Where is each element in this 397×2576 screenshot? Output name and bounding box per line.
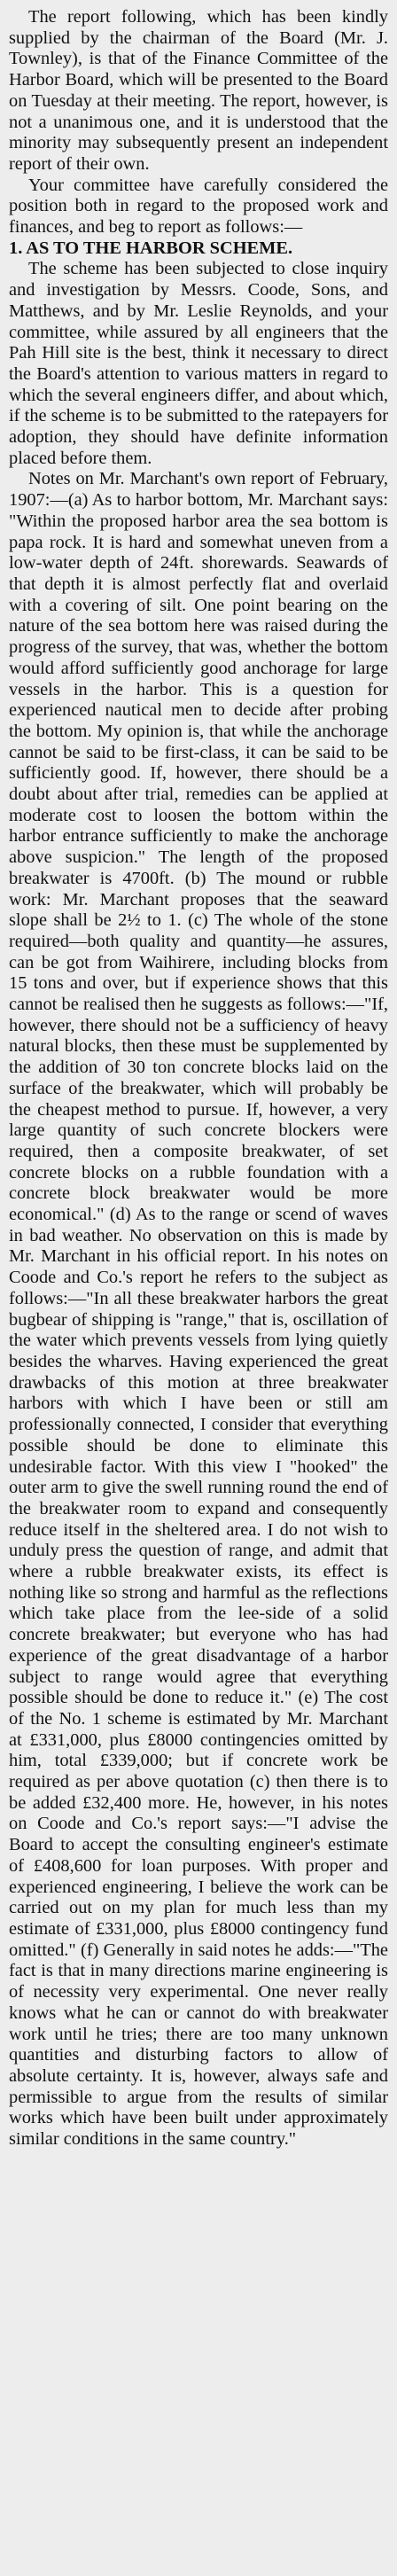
committee-paragraph: Your committee have carefully considered the position both in regard to the proposed work and finances, and beg to report as follows:—: [9, 175, 388, 238]
notes-paragraph: Notes on Mr. Marchant's own report of February, 1907:—(a) As to harbor bottom, Mr. Marchant says: "Within the proposed harbor area the sea bottom is papa rock. It is hard and somewhat uneven from a low-water depth of 24ft. shorewards. Seawards of that depth it is almost perfectly flat and overlaid with a covering of silt. One point bearing on the nature of the sea bottom here was raised during the progress of the survey, that was, whether the bottom would afford sufficiently good anchorage for large vessels in the harbor. This is a question for experienced nautical men to decide after probing the bottom. My opinion is, that while the anchorage cannot be said to be first-class, it can be said to be sufficiently good. If, however, there should be a doubt about after trial, remedies can be applied at moderate cost to loosen the bottom within the harbor entrance sufficiently to make the anchorage above suspicion." The length of the proposed breakwater is 4700ft. (b) The mound or rubble work: Mr. Marchant proposes that the seaward slope shall be 2½ to 1. (c) The whole of the stone required—both quality and quantity—he assures, can be got from Waihirere, including blocks from 15 tons and over, but if experience shows that this cannot be realised then he suggests as follows:—"If, however, there should not be a sufficiency of heavy natural blocks, then these must be supplemented by the addition of 30 ton concrete blocks laid on the surface of the breakwater, which will probably be the cheapest method to pursue. If, however, a very large quantity of such concrete blockers were required, then a composite breakwater, of set concrete blocks on a rubble foundation with a concrete block breakwater would be more economical." (d) As to the range or scend of waves in bad weather. No observation on this is made by Mr. Marchant in his official report. In his notes on Coode and Co.'s report he refers to the subject as follows:—"In all these breakwater harbors the great bugbear of shipping is "range," that is, oscillation of the water which prevents vessels from lying quietly besides the wharves. Having experienced the great drawbacks of this motion at three breakwater harbors with which I have been or still am professionally connected, I consider that everything possible should be done to eliminate this undesirable factor. With this view I "hooked" the outer arm to give the swell running round the end of the breakwater room to expand and consequently reduce itself in the sheltered area. I do not wish to unduly press the question of range, and admit that where a rubble breakwater exists, its effect is nothing like so strong and harmful as the reflections which take place from the lee-side of a solid concrete breakwater; but everyone who has had experience of the great disadvantage of a harbor subject to range would agree that everything possible should be done to reduce it." (e) The cost of the No. 1 scheme is estimated by Mr. Marchant at £331,000, plus £8000 contingencies omitted by him, total £339,000; but if concrete work be required as per above quotation (c) then there is to be added £32,400 more. He, however, in his notes on Coode and Co.'s report says:—"I advise the Board to accept the consulting engineer's estimate of £408,600 for loan purposes. With proper and experienced engineering, I believe the work can be carried out on my plan for much less than my estimate of £331,000, plus £8000 contingency fund omitted." (f) Generally in said notes he adds:—"The fact is that in many directions marine engineering is of necessity very experimental. One never really knows what he can or cannot do with breakwater work until he tries; there are too many unknown quantities and disturbing factors to allow of absolute certainty. It is, however, always safe and permissible to argue from the results of similar works which have been built under approximately similar conditions in the same country.": [9, 469, 388, 2150]
scheme-paragraph: The scheme has been subjected to close inquiry and investigation by Messrs. Coode, Sons, and Matthews, and by Mr. Leslie Reynolds, and your committee, while assured by all engineers that the Pah Hill site is the best, think it necessary to direct the Board's attention to various matters in regard to which the several engineers differ, and about which, if the scheme is to be submitted to the ratepayers for adoption, they should have definite information placed before them.: [9, 259, 388, 468]
intro-paragraph: The report following, which has been kindly supplied by the chairman of the Board (Mr. J. Townley), is that of the Finance Committee of the Harbor Board, which will be presented to the Board on Tuesday at their meeting. The report, however, is not a unanimous one, and it is understood that the minority may subsequently present an independent report of their own.: [9, 7, 388, 174]
section-heading: 1. AS TO THE HARBOR SCHEME.: [9, 238, 293, 258]
